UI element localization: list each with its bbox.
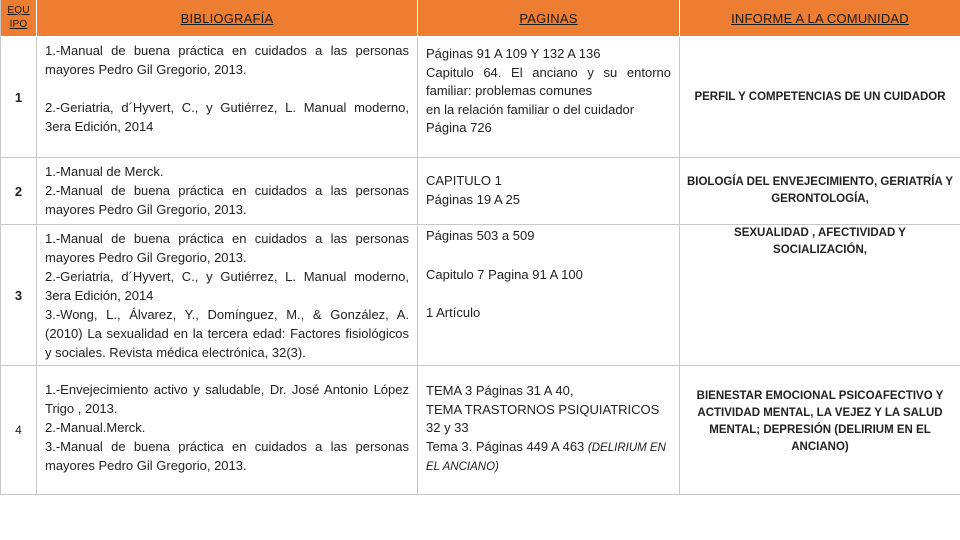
row-1-biblio-item: 1.-Manual de buena práctica en cuidados a las personas mayores Pedro Gil Gregorio, 2013. <box>45 43 409 77</box>
row-4-number: 4 <box>0 366 37 495</box>
header-informe <box>680 0 960 37</box>
row-4-pages-item <box>426 438 671 477</box>
row-4-bibliography <box>37 366 418 495</box>
row-1-pages-item: Capitulo 64. El anciano y su entorno familiar: problemas comunes <box>426 64 671 98</box>
row-4-biblio-item: 3.-Manual de buena práctica en cuidados a las personas mayores Pedro Gil Gregorio, 2013. <box>45 439 409 473</box>
row-1-report-text: PERFIL Y COMPETENCIAS DE UN CUIDADOR <box>694 91 946 103</box>
row-4-pages-item: TEMA TRASTORNOS PSIQUIATRICOS 32 y 33 <box>426 401 660 435</box>
row-2-report-text: BIOLOGÍA DEL ENVEJECIMIENTO, GERIATRÍA Y GERONTOLOGÍA, <box>686 176 954 205</box>
row-4-biblio-item: 2.-Manual.Merck. <box>45 420 146 435</box>
row-1-report <box>680 37 960 158</box>
header-paginas-label: PAGINAS <box>519 10 578 26</box>
row-4-pages-tema3: Tema 3. Páginas 449 A 463 <box>426 438 585 454</box>
row-3-pages <box>418 225 680 366</box>
header-informe-label: INFORME A LA COMUNIDAD <box>731 10 909 26</box>
row-1-pages-item: Páginas 91 A 109 Y 132 A 136 <box>426 46 601 61</box>
row-2-biblio-item: 2.-Manual de buena práctica en cuidados a las personas mayores Pedro Gil Gregorio, 2013. <box>45 183 409 217</box>
row-2-pages-item: Páginas 19 A 25 <box>426 191 520 207</box>
row-2-pages-item: CAPITULO 1 <box>426 173 502 188</box>
row-2-pages <box>418 158 680 225</box>
header-bibliografia <box>37 0 418 37</box>
row-3-biblio-item: 3.-Wong, L., Álvarez, Y., Domínguez, M., & González, A. (2010) La sexualidad en la tercera edad: Factores fisiológicos y sociales. Revista médica electrónica, 32(3). <box>45 307 409 360</box>
row-3-pages-item: Páginas 503 a 509 <box>426 228 535 243</box>
header-equipo <box>0 0 37 37</box>
row-2-number: 2 <box>0 158 37 225</box>
row-3-biblio-item: 1.-Manual de buena práctica en cuidados a las personas mayores Pedro Gil Gregorio, 2013. <box>45 231 409 265</box>
row-4-pages-item: TEMA 3 Páginas 31 A 40, <box>426 383 574 398</box>
row-1-pages-item: Página 726 <box>426 120 492 135</box>
row-2-bibliography <box>37 158 418 225</box>
row-3-bibliography <box>37 225 418 366</box>
row-1-pages-item: en la relación familiar o del cuidador <box>426 101 635 117</box>
header-paginas <box>418 0 680 37</box>
row-3-report-text: SEXUALIDAD , AFECTIVIDAD Y SOCIALIZACIÓN, <box>734 227 906 256</box>
row-3-number: 3 <box>0 225 37 366</box>
row-4-biblio-item: 1.-Envejecimiento activo y saludable, Dr. José Antonio López Trigo , 2013. <box>45 382 409 416</box>
row-4-pages-delirium: (DELIRIUM EN EL ANCIANO) <box>426 441 666 473</box>
row-2-report <box>680 158 960 225</box>
row-1-pages <box>418 37 680 158</box>
row-4-pages <box>418 366 680 495</box>
header-equipo-label: EQU IPO <box>7 5 30 30</box>
header-bibliografia-label: BIBLIOGRAFÍA <box>180 10 274 26</box>
row-1-biblio-item: 2.-Geriatria, d´Hyvert, C., y Gutiérrez, L. Manual moderno, 3era Edición, 2014 <box>45 100 409 134</box>
row-3-report <box>680 225 960 366</box>
row-3-pages-item: 1 Artículo <box>426 305 481 320</box>
row-1-number: 1 <box>0 37 37 158</box>
row-4-report-text: BIENESTAR EMOCIONAL PSICOAFECTIVO Y ACTIVIDAD MENTAL, LA VEJEZ Y LA SALUD MENTAL; DEPRESIÓN (DELIRIUM EN EL ANCIANO) <box>696 390 944 453</box>
row-4-report <box>680 366 960 495</box>
row-2-biblio-item: 1.-Manual de Merck. <box>45 164 164 179</box>
row-3-biblio-item: 2.-Geriatria, d´Hyvert, C., y Gutiérrez, L. Manual moderno, 3era Edición, 2014 <box>45 269 409 303</box>
row-3-pages-item: Capitulo 7 Pagina 91 A 100 <box>426 266 583 282</box>
row-1-bibliography <box>37 37 418 158</box>
